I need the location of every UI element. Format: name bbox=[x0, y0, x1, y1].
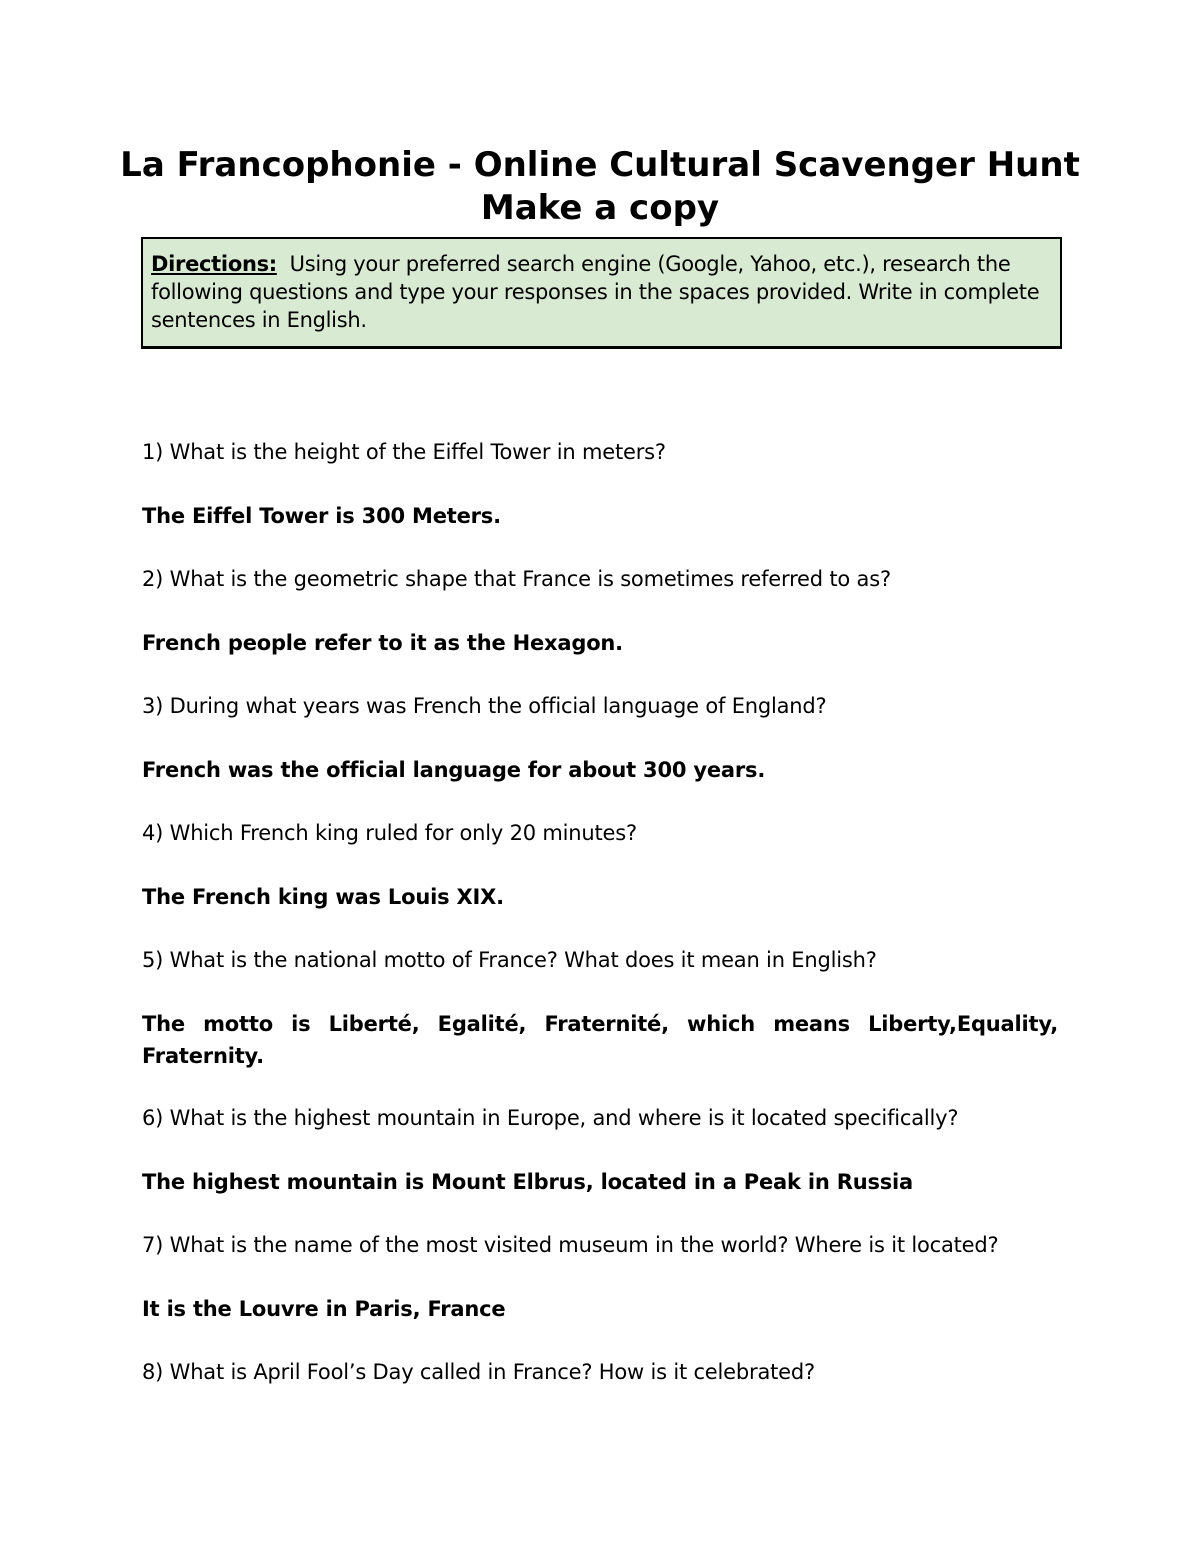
page-title: La Francophonie - Online Cultural Scavenger Hunt bbox=[120, 145, 1080, 185]
question-7: 7) What is the name of the most visited museum in the world? Where is it located? bbox=[142, 1233, 999, 1257]
question-3: 3) During what years was French the official language of England? bbox=[142, 694, 827, 718]
question-5: 5) What is the national motto of France? What does it mean in English? bbox=[142, 948, 877, 972]
answer-1[interactable]: The Eiffel Tower is 300 Meters. bbox=[142, 504, 501, 528]
directions-box bbox=[141, 237, 1062, 349]
answer-5[interactable]: The motto is Liberté, Egalité, Fraternité, which means Liberty,Equality, Fraternity. bbox=[142, 1012, 1058, 1068]
page-subtitle: Make a copy bbox=[480, 188, 720, 228]
directions-text: Using your preferred search engine (Google, Yahoo, etc.), research the following questions and type your responses in the spaces provided. Write in complete sentences in English. bbox=[151, 252, 1046, 332]
directions-label: Directions: bbox=[151, 252, 277, 276]
question-1: 1) What is the height of the Eiffel Tower in meters? bbox=[142, 440, 666, 464]
answer-2[interactable]: French people refer to it as the Hexagon. bbox=[142, 631, 623, 655]
question-2: 2) What is the geometric shape that France is sometimes referred to as? bbox=[142, 567, 891, 591]
answer-3[interactable]: French was the official language for about 300 years. bbox=[142, 758, 766, 782]
question-8: 8) What is April Fool’s Day called in France? How is it celebrated? bbox=[142, 1360, 815, 1384]
answer-7[interactable]: It is the Louvre in Paris, France bbox=[142, 1297, 506, 1321]
answer-4[interactable]: The French king was Louis XIX. bbox=[142, 885, 504, 909]
question-4: 4) Which French king ruled for only 20 minutes? bbox=[142, 821, 637, 845]
question-6: 6) What is the highest mountain in Europe, and where is it located specifically? bbox=[142, 1106, 959, 1130]
answer-6[interactable]: The highest mountain is Mount Elbrus, located in a Peak in Russia bbox=[142, 1170, 914, 1194]
